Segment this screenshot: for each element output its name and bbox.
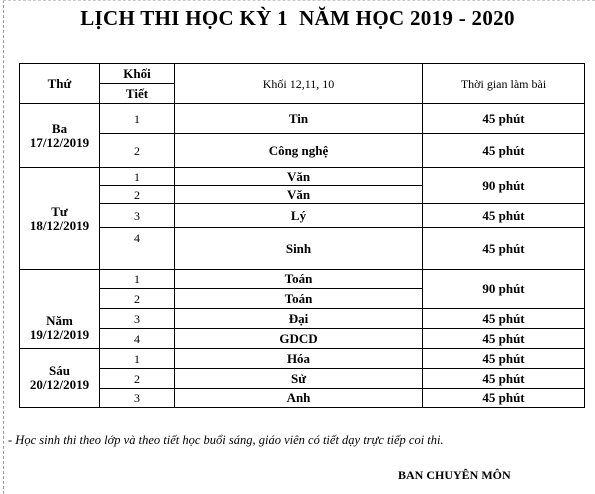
table-row: [20, 228, 585, 270]
period-cell: 3: [100, 309, 175, 329]
subject-cell: Đại: [175, 309, 423, 329]
duration-cell: 45 phút: [423, 204, 585, 228]
period-cell: 1: [100, 168, 175, 186]
day-name: Sáu: [49, 363, 70, 378]
period-cell: 3: [100, 204, 175, 228]
duration-cell: 90 phút: [423, 270, 585, 309]
duration-cell: 45 phút: [423, 228, 585, 270]
table-row: [20, 309, 585, 329]
day-date: 19/12/2019: [29, 327, 90, 342]
subject-cell: Công nghệ: [175, 134, 423, 168]
signature: BAN CHUYÊN MÔN: [398, 468, 511, 482]
subject-cell: Sinh: [175, 228, 423, 270]
table-row: [20, 168, 585, 186]
page-title: LỊCH THI HỌC KỲ 1 NĂM HỌC 2019 - 2020: [80, 6, 515, 30]
subject-cell: Toán: [175, 289, 423, 309]
day-cell: [20, 104, 100, 168]
page-left-border: [3, 0, 4, 494]
day-name: Ba: [51, 120, 68, 136]
subject-cell: Văn: [175, 186, 423, 204]
duration-cell: 45 phút: [423, 349, 585, 369]
header-grades: Khối 12,11, 10: [175, 64, 423, 104]
day-cell: [20, 349, 100, 408]
table-row: [20, 204, 585, 228]
duration-cell: 90 phút: [423, 168, 585, 204]
day-name: Tư: [51, 203, 68, 219]
exam-schedule-table: [19, 63, 585, 408]
duration-cell: 45 phút: [423, 104, 585, 134]
subject-cell: Anh: [175, 389, 423, 408]
subject-cell: Lý: [175, 204, 423, 228]
header-day: Thứ: [20, 64, 100, 104]
day-date: 18/12/2019: [29, 217, 90, 233]
subject-cell: Văn: [175, 168, 423, 186]
period-cell: 1: [100, 104, 175, 134]
subject-cell: Sử: [175, 369, 423, 389]
day-name: Năm: [46, 313, 73, 328]
duration-cell: 45 phút: [423, 369, 585, 389]
duration-cell: 45 phút: [423, 134, 585, 168]
day-cell: [20, 168, 100, 270]
period-cell: 4: [100, 228, 175, 270]
header-khoi: Khối: [100, 64, 175, 84]
table-row: [20, 134, 585, 168]
period-cell: 2: [100, 289, 175, 309]
table-row: [20, 389, 585, 408]
period-cell: 3: [100, 389, 175, 408]
subject-cell: Tin: [175, 104, 423, 134]
page-top-border: [3, 0, 595, 1]
header-duration: Thời gian làm bài: [423, 64, 585, 104]
duration-cell: 45 phút: [423, 329, 585, 349]
period-cell: 1: [100, 270, 175, 289]
period-cell: 4: [100, 329, 175, 349]
table-row: [20, 104, 585, 134]
subject-cell: Hóa: [175, 349, 423, 369]
subject-cell: Toán: [175, 270, 423, 289]
table-row: [20, 329, 585, 349]
period-cell: 1: [100, 349, 175, 369]
footnote: - Học sinh thi theo lớp và theo tiết học buổi sáng, giáo viên có tiết dạy trực tiếp coi thi.: [8, 433, 444, 447]
duration-cell: 45 phút: [423, 309, 585, 329]
period-cell: 2: [100, 134, 175, 168]
table-row: [20, 270, 585, 289]
period-cell: 2: [100, 186, 175, 204]
day-date: 17/12/2019: [29, 134, 90, 150]
day-date: 20/12/2019: [29, 377, 90, 392]
period-cell: 2: [100, 369, 175, 389]
table-row: [20, 349, 585, 369]
header-tiet: Tiết: [100, 84, 175, 104]
day-cell: [20, 270, 100, 349]
table-row: [20, 369, 585, 389]
subject-cell: GDCD: [175, 329, 423, 349]
duration-cell: 45 phút: [423, 389, 585, 408]
